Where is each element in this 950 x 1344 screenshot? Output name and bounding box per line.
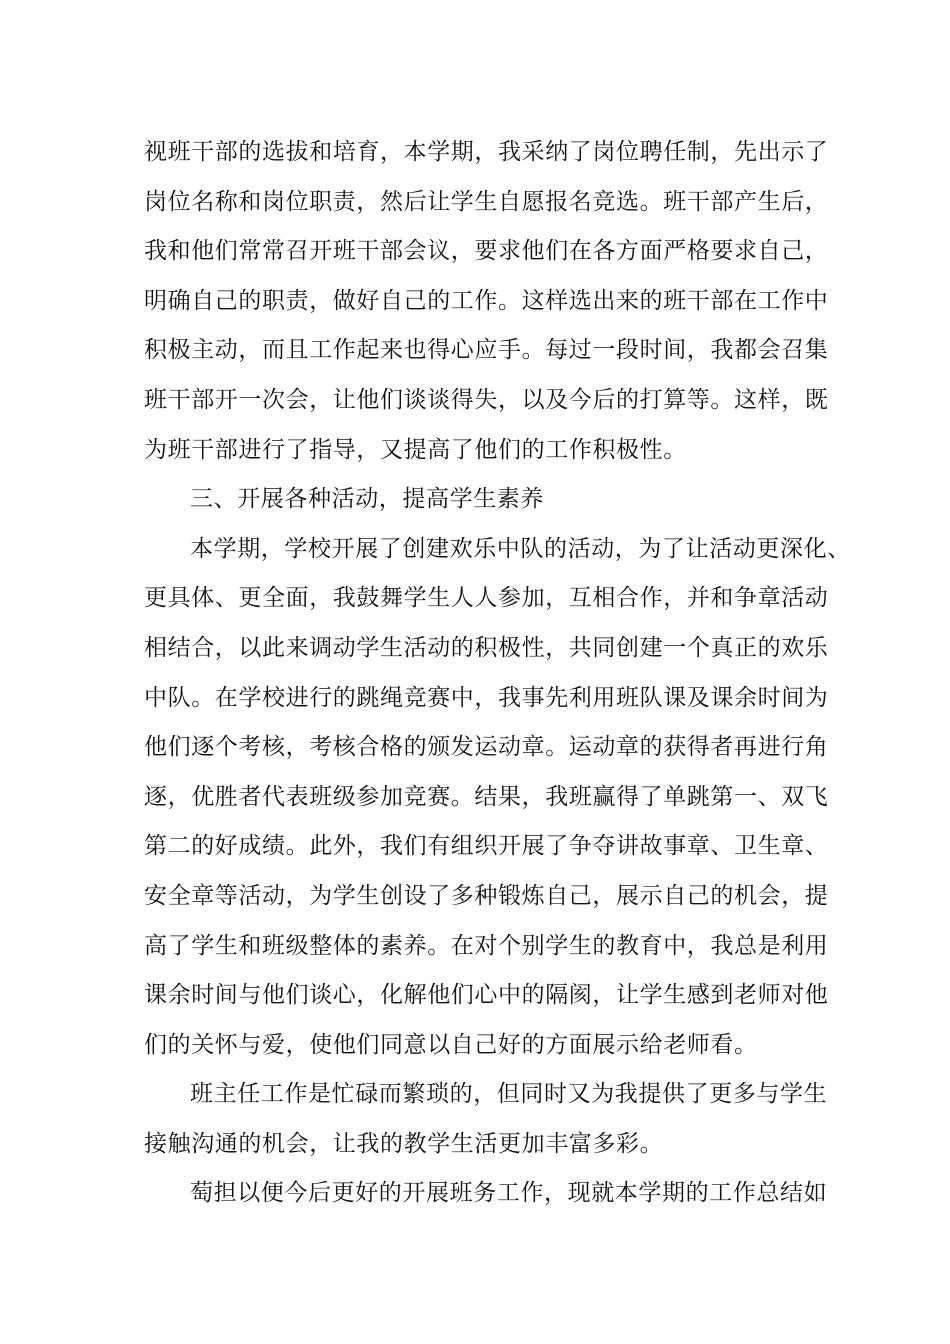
body-text bbox=[144, 128, 851, 1219]
paragraph-start-line: 班主任工作是忙碌而繁琐的，但同时又为我提供了更多与学生 bbox=[190, 1081, 828, 1108]
text-line: 安全章等活动，为学生创设了多种锻炼自己，展示自己的机会，提 bbox=[144, 882, 829, 909]
text-line: 相结合，以此来调动学生活动的积极性，共同创建一个真正的欢乐 bbox=[144, 634, 829, 661]
text-line: 第二的好成绩。此外，我们有组织开展了争夺讲故事章、卫生章、 bbox=[144, 833, 829, 860]
text-line: 我和他们常常召开班干部会议，要求他们在各方面严格要求自己， bbox=[144, 238, 829, 265]
text-line: 积极主动，而且工作起来也得心应手。每过一段时间，我都会召集 bbox=[144, 337, 829, 364]
text-line: 课余时间与他们谈心，化解他们心中的隔阂，让学生感到老师对他 bbox=[144, 982, 829, 1009]
paragraph-start-line: 三、开展各种活动，提高学生素养 bbox=[190, 486, 544, 513]
text-line: 中队。在学校进行的跳绳竞赛中，我事先利用班队课及课余时间为 bbox=[144, 684, 829, 711]
paragraph-start-line: 本学期，学校开展了创建欢乐中队的活动，为了让活动更深化、 bbox=[190, 535, 851, 562]
text-line: 为班干部进行了指导，又提高了他们的工作积极性。 bbox=[144, 436, 687, 463]
text-line: 接触沟通的机会，让我的教学生活更加丰富多彩。 bbox=[144, 1130, 664, 1157]
text-line: 更具体、更全面，我鼓舞学生人人参加，互相合作，并和争章活动 bbox=[144, 585, 829, 612]
text-line: 们的关怀与爱，使他们同意以自己好的方面展示给老师看。 bbox=[144, 1031, 758, 1058]
text-line: 岗位名称和岗位职责，然后让学生自愿报名竞选。班干部产生后， bbox=[144, 188, 829, 215]
text-line: 逐，优胜者代表班级参加竞赛。结果，我班赢得了单跳第一、双飞 bbox=[144, 783, 829, 810]
text-line: 明确自己的职责，做好自己的工作。这样选出来的班干部在工作中 bbox=[144, 287, 829, 314]
text-line: 高了学生和班级整体的素养。在对个别学生的教育中，我总是利用 bbox=[144, 932, 829, 959]
paragraph-start-line: 萄担以便今后更好的开展班务工作，现就本学期的工作总结如 bbox=[190, 1180, 828, 1207]
text-line: 他们逐个考核，考核合格的颁发运动章。运动章的获得者再进行角 bbox=[144, 734, 829, 761]
text-line: 班干部开一次会，让他们谈谈得失，以及今后的打算等。这样，既 bbox=[144, 386, 829, 413]
text-line: 视班干部的选拔和培育，本学期，我采纳了岗位聘任制，先出示了 bbox=[144, 139, 829, 165]
